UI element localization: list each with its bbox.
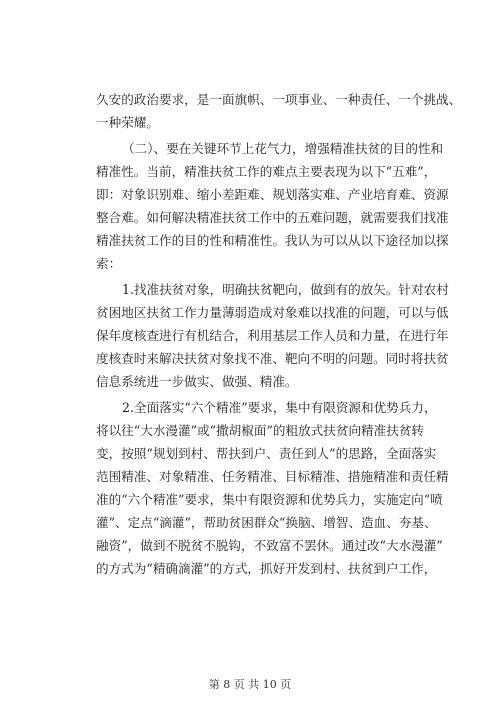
text-line: 即：对象识别难、缩小差距难、规划落实难、产业培育难、资源 bbox=[96, 187, 449, 202]
text-line: 信息系统进一步做实、做强、精准。 bbox=[96, 374, 298, 389]
paragraph bbox=[96, 278, 449, 393]
text-line: 久安的政治要求，是一面旗帜、一项事业、一种责任、一个挑战、 bbox=[96, 92, 462, 107]
text-line: 的方式为“精确滴灌”的方式，抓好开发到村、扶贫到户工作， bbox=[96, 561, 437, 576]
text-line: 变，按照“规划到村、帮扶到户、责任到人”的思路，全面落实 bbox=[96, 446, 437, 461]
text-line: 精准扶贫工作的目的性和精准性。我认为可以从以下途径加以探 bbox=[96, 233, 449, 248]
text-line: 范围精准、对象精准、任务精准、目标精准、措施精准和责任精 bbox=[96, 469, 449, 484]
text-line: 保年度核查进行有机结合，利用基层工作人员和力量，在进行年 bbox=[96, 328, 449, 343]
text-line: （二）、要在关键环节上花气力，增强精准扶贫的目的性和 bbox=[122, 141, 444, 156]
paragraph bbox=[96, 396, 449, 580]
text-line: 准的“六个精准”要求，集中有限资源和优势兵力，实施定向“喷 bbox=[96, 492, 443, 507]
text-line: 度核查时来解决扶贫对象找不准、靶向不明的问题。同时将扶贫 bbox=[96, 351, 449, 366]
paragraph bbox=[96, 137, 449, 275]
text-line: 整合难。如何解决精准扶贫工作中的五难问题，就需要我们找准 bbox=[96, 210, 449, 225]
text-line: 灌”、定点“滴灌”，帮助贫困群众“换脑、增智、造血、夯基、 bbox=[96, 515, 437, 530]
text-line: 索： bbox=[96, 256, 122, 271]
text-line: 一种荣耀。 bbox=[96, 115, 159, 130]
text-line: 2.全面落实“六个精准”要求，集中有限资源和优势兵力， bbox=[122, 400, 437, 415]
paragraph bbox=[96, 88, 462, 134]
text-line: 将以往“大水漫灌”或“撒胡椒面”的粗放式扶贫向精准扶贫转 bbox=[96, 423, 425, 438]
text-line: 精准性。当前，精准扶贫工作的难点主要表现为以下“五难”， bbox=[96, 164, 437, 179]
text-line: 1.找准扶贫对象，明确扶贫靶向，做到有的放矢。针对农村 bbox=[122, 282, 449, 297]
text-line: 贫困地区扶贫工作力量薄弱造成对象难以找准的问题，可以与低 bbox=[96, 305, 449, 320]
page-footer: 第 8 页 共 10 页 bbox=[208, 678, 292, 691]
document-body bbox=[96, 88, 462, 580]
text-line: 融资”，做到不脱贫不脱钩，不致富不罢休。通过改“大水漫灌” bbox=[96, 538, 443, 553]
